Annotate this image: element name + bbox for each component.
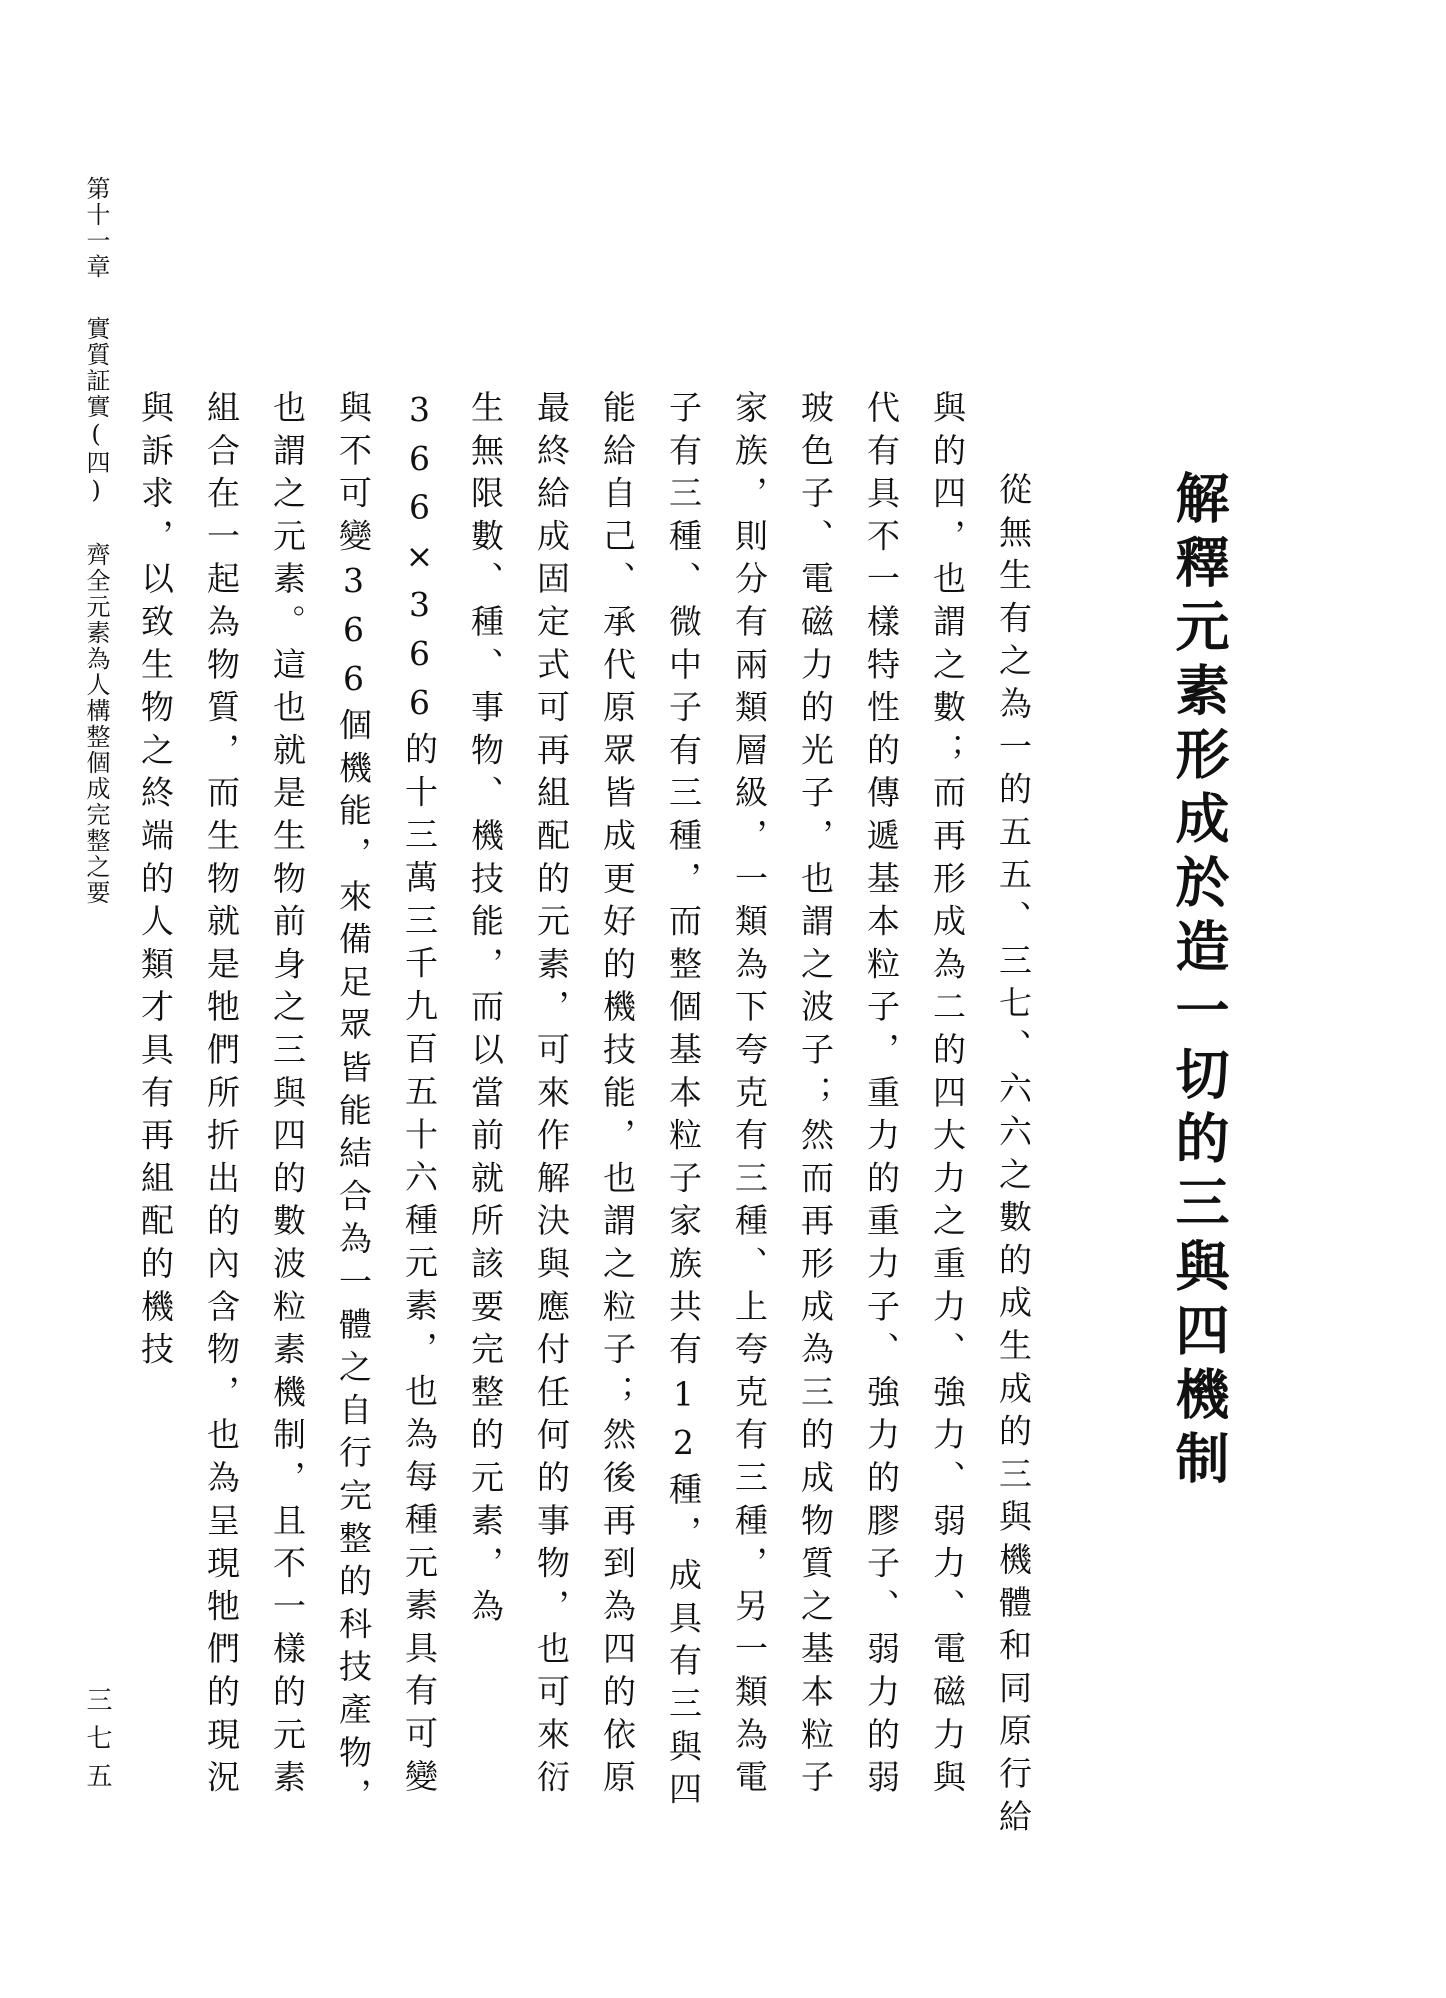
running-head-book: 實質証實(四) xyxy=(82,316,110,506)
running-head-section: 齊全元素為人構整個成完整之要 xyxy=(82,542,110,906)
running-head-chapter: 第十一章 xyxy=(82,176,110,280)
body-text: 從無生有之為一的五五、三七、六六之數的成生成的三與機體和同原行給與的四，也謂之數；而再形成為二的四大力之重力、強力、弱力、電磁力與代有具不一樣特性的傳遞基本粒子，重力的重力子、強力的膠子、弱力的弱玻色子、電磁力的光子，也謂之波子；然而再形成為三的成物質之基本粒子家族，則分有兩類層級，一類為下夸克有三種、上夸克有三種，另一類為電子有三種、微中子有三種，而整個基本粒子家族共有12種，成具有三與四能給自己、承代原眾皆成更好的機技能，也謂之粒子；然後再到為四的依原最終給成固定式可再組配的元素，可來作解決與應付任何的事物，也可來衍生無限數、種、事物、機技能，而以當前就所該要完整的元素，為366×366的十三萬三千九百五十六種元素，也為每種元素具有可變與不可變366個機能，來備足眾皆能結合為一體之自行完整的科技產物，也謂之元素。這也就是生物前身之三與四的數波粒素機制，且不一樣的元素組合在一起為物質，而生物就是牠們所折出的內含物，也為呈現牠們的現況與訴求，以致生物之終端的人類才具有再組配的機技 xyxy=(136,390,1033,1842)
page-number: 三七五 xyxy=(82,1686,112,1800)
running-head xyxy=(84,176,108,906)
page-title: 解釋元素形成於造一切的三與四機制 xyxy=(1167,470,1231,1494)
